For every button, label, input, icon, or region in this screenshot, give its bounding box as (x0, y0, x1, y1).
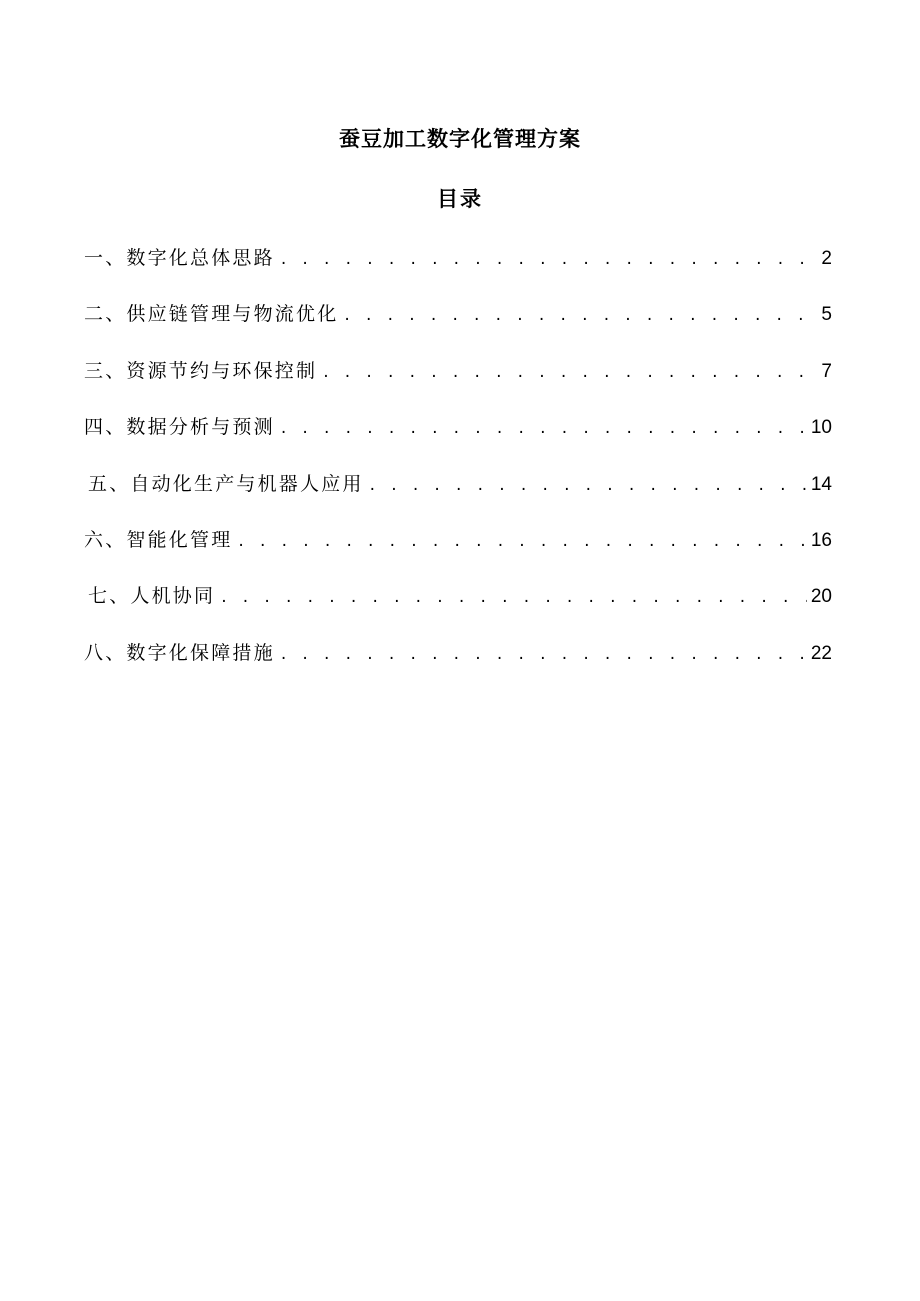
toc-entry-5[interactable] (84, 469, 832, 525)
toc-entry-text: 七、人机协同 (88, 585, 216, 608)
toc-dot-leader (238, 526, 806, 556)
toc-entry-text: 六、智能化管理 (84, 528, 233, 551)
toc-dot-leader (281, 244, 818, 274)
toc-entry-6[interactable] (84, 525, 832, 581)
toc-entry-7[interactable] (84, 581, 832, 637)
toc-entry-text: 一、数字化总体思路 (84, 247, 275, 269)
toc-dot-leader (221, 582, 807, 612)
table-of-contents (84, 243, 832, 694)
toc-entry-3[interactable] (84, 356, 832, 412)
toc-entry-4[interactable] (84, 412, 832, 468)
toc-dot-leader (323, 357, 817, 387)
toc-entry-1[interactable] (84, 243, 832, 299)
toc-page-number: 22 (810, 642, 832, 664)
toc-dot-leader (281, 639, 807, 669)
toc-entry-text: 八、数字化保障措施 (84, 641, 275, 664)
toc-page-number: 14 (810, 473, 832, 495)
toc-entry-8[interactable] (84, 638, 832, 694)
toc-dot-leader (370, 470, 807, 500)
toc-entry-text: 三、资源节约与环保控制 (84, 359, 318, 382)
toc-entry-text: 二、供应链管理与物流优化 (84, 303, 339, 326)
toc-entry-text: 四、数据分析与预测 (84, 416, 275, 439)
toc-page-number: 7 (821, 360, 832, 382)
toc-page-number: 10 (810, 417, 832, 439)
toc-page-number: 2 (821, 248, 832, 269)
toc-dot-leader (281, 413, 807, 443)
toc-entry-text: 五、自动化生产与机器人应用 (88, 472, 364, 495)
toc-dot-leader (344, 300, 817, 330)
toc-entry-2[interactable] (84, 299, 832, 355)
document-title: 蚕豆加工数字化管理方案 (339, 127, 581, 151)
toc-page-number: 16 (810, 529, 832, 551)
toc-page-number: 20 (810, 586, 832, 608)
toc-heading: 目录 (437, 187, 483, 211)
toc-page-number: 5 (821, 304, 832, 326)
